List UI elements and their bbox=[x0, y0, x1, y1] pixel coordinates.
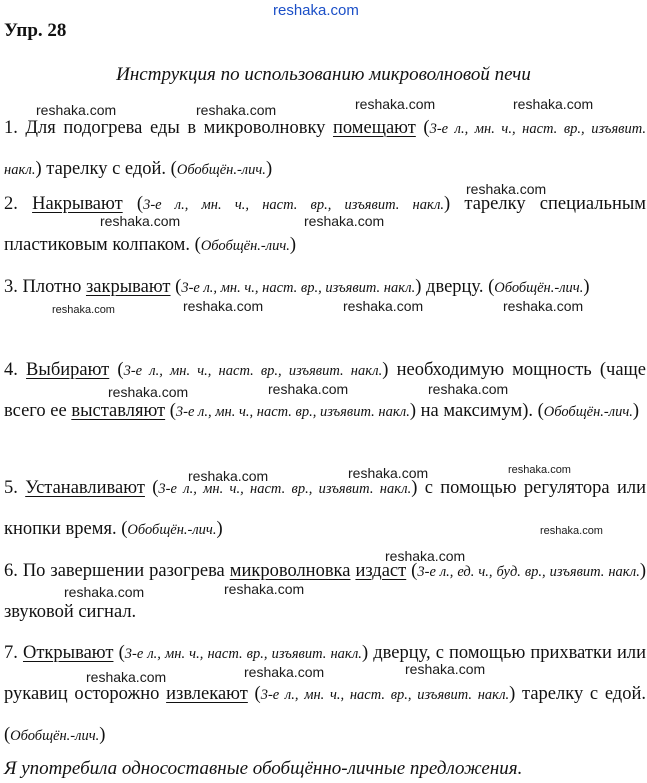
sentence-text: 4. bbox=[4, 360, 27, 380]
sentence-text: ) тарелку с едой. ( bbox=[4, 684, 646, 745]
document-title: Инструкция по использованию микроволновой печи bbox=[116, 64, 531, 85]
predicate: Устанавливают bbox=[25, 478, 145, 498]
sentence-text: ) bbox=[289, 235, 297, 255]
predicate: выставляют bbox=[71, 401, 166, 421]
predicate: помещают bbox=[332, 118, 416, 138]
instruction-step bbox=[4, 465, 646, 550]
instruction-step bbox=[4, 267, 646, 308]
predicate: Выбирают bbox=[26, 360, 110, 380]
sentence-text: ) дверцу. ( bbox=[415, 277, 495, 297]
grammar-note: 3-е л., мн. ч., наст. вр., изъявит. накл. bbox=[4, 121, 646, 178]
grammar-note: 3-е л., мн. ч., наст. вр., изъявит. накл. bbox=[123, 363, 383, 379]
grammar-note: Обобщён.-лич. bbox=[543, 404, 633, 420]
watermark: reshaka.com bbox=[52, 304, 115, 316]
watermark: reshaka.com bbox=[540, 525, 603, 537]
sentence-text: ( bbox=[122, 194, 144, 214]
grammar-note: Обобщён.-лич. bbox=[494, 280, 584, 296]
watermark: reshaka.com bbox=[183, 298, 264, 314]
predicate: закрывают bbox=[85, 277, 171, 297]
watermark: reshaka.com bbox=[405, 661, 486, 677]
sentence-text: ) дверцу, с помощью прихватки или рукавиц осторожно bbox=[4, 643, 646, 704]
sentence-text: ( bbox=[109, 360, 124, 380]
exercise-heading: Упр. 28 bbox=[4, 20, 67, 41]
sentence-text: 5. bbox=[4, 478, 26, 498]
grammar-note: 3-е л., ед. ч., буд. вр., изъявит. накл. bbox=[417, 564, 640, 580]
grammar-note: 3-е л., мн. ч., наст. вр., изъявит. накл. bbox=[260, 687, 510, 703]
grammar-note: 3-е л., мн. ч., наст. вр., изъявит. накл. bbox=[181, 280, 416, 296]
sentence-text: 7. bbox=[4, 643, 23, 663]
instruction-step bbox=[4, 181, 646, 266]
watermark: reshaka.com bbox=[428, 381, 509, 397]
sentence-text: ) bbox=[583, 277, 590, 297]
watermark: reshaka.com bbox=[466, 181, 547, 197]
sentence-text: ) на максимум). ( bbox=[409, 401, 544, 421]
sentence-text: ) bbox=[632, 401, 640, 421]
instruction-step bbox=[4, 548, 646, 632]
watermark: reshaka.com bbox=[513, 96, 594, 112]
instruction-step bbox=[4, 108, 646, 190]
sentence-text: ( bbox=[415, 118, 430, 138]
sentence-text: ) с помощью регулятора или кнопки время. ( bbox=[4, 478, 646, 539]
watermark: reshaka.com bbox=[268, 381, 349, 397]
watermark: reshaka.com bbox=[503, 298, 584, 314]
grammar-note: 3-е л., мн. ч., наст. вр., изъявит. накл. bbox=[158, 481, 412, 497]
sentence-text: ( bbox=[170, 277, 182, 297]
watermark: reshaka.com bbox=[508, 464, 571, 476]
grammar-note: 3-е л., мн. ч., наст. вр., изъявит. накл. bbox=[124, 646, 362, 662]
sentence-text: ( bbox=[113, 643, 125, 663]
watermark: reshaka.com bbox=[196, 102, 277, 118]
sentence-text: ) bbox=[99, 725, 106, 745]
sentence-text: ( bbox=[406, 561, 418, 581]
watermark: reshaka.com bbox=[355, 96, 436, 112]
instruction-step bbox=[4, 633, 646, 756]
watermark: reshaka.com bbox=[100, 213, 181, 229]
sentence-text: ) звуковой сигнал. bbox=[4, 561, 646, 622]
sentence-text: 6. По завершении разогрева bbox=[4, 561, 230, 581]
grammar-note: Обобщён.-лич. bbox=[10, 728, 100, 744]
sentence-text: ) bbox=[265, 159, 273, 179]
watermark: reshaka.com bbox=[348, 465, 429, 481]
grammar-note: 3-е л., мн. ч., наст. вр., изъявит. накл. bbox=[143, 197, 445, 213]
watermark: reshaka.com bbox=[385, 548, 466, 564]
grammar-note: Обобщён.-лич. bbox=[200, 238, 290, 254]
watermark: reshaka.com bbox=[86, 669, 167, 685]
predicate: Открывают bbox=[22, 643, 114, 663]
predicate: извлекают bbox=[166, 684, 248, 704]
sentence-text: ) bbox=[216, 519, 223, 539]
sentence-text: ( bbox=[144, 478, 159, 498]
conclusion: Я употребила односоставные обобщённо-личные предложения. bbox=[4, 758, 523, 779]
watermark: reshaka.com bbox=[244, 664, 325, 680]
sentence-text: ) необходимую мощность (чаще всего ее bbox=[4, 360, 647, 421]
sentence-text: 3. Плотно bbox=[4, 277, 86, 297]
predicate: издаст bbox=[355, 561, 407, 581]
grammar-note: Обобщён.-лич. bbox=[176, 162, 266, 178]
sentence-text: ( bbox=[165, 401, 176, 421]
watermark: reshaka.com bbox=[36, 102, 117, 118]
instruction-step bbox=[4, 350, 646, 432]
watermark: reshaka.com bbox=[304, 213, 385, 229]
sentence-text: ) тарелку специальным пластиковым колпаком. ( bbox=[4, 194, 646, 255]
predicate: микроволновка bbox=[229, 561, 351, 581]
grammar-note: Обобщён.-лич. bbox=[127, 522, 217, 538]
watermark: reshaka.com bbox=[188, 468, 269, 484]
sentence-text: ) тарелку с едой. ( bbox=[35, 159, 177, 179]
watermark: reshaka.com bbox=[224, 581, 305, 597]
sentence-text: ( bbox=[247, 684, 261, 704]
watermark: reshaka.com bbox=[273, 2, 359, 19]
watermark: reshaka.com bbox=[343, 298, 424, 314]
grammar-note: 3-е л., мн. ч., наст. вр., изъявит. накл. bbox=[175, 404, 410, 420]
sentence-text: 1. Для подогрева еды в микроволновку bbox=[4, 118, 333, 138]
watermark: reshaka.com bbox=[108, 384, 189, 400]
sentence-text: 2. bbox=[4, 194, 33, 214]
predicate: Накрывают bbox=[32, 194, 123, 214]
watermark: reshaka.com bbox=[64, 584, 145, 600]
